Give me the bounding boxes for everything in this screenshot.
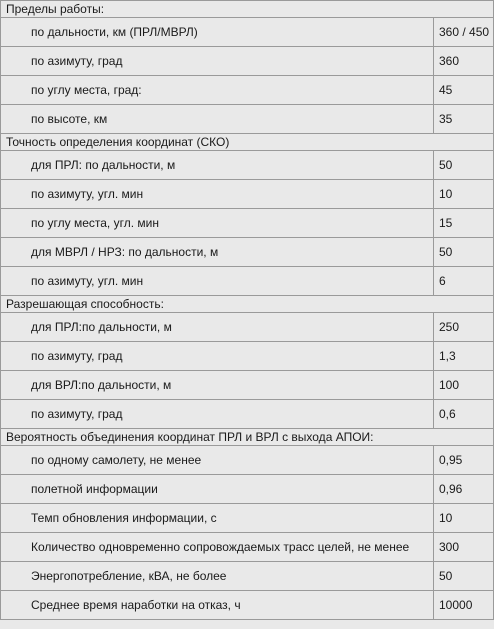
row-value: 50 bbox=[434, 151, 494, 180]
row-label: по азимуту, угл. мин bbox=[1, 180, 434, 209]
table-row bbox=[1, 591, 494, 620]
section-title: Точность определения координат (СКО) bbox=[1, 134, 494, 151]
row-value: 15 bbox=[434, 209, 494, 238]
row-value: 1,3 bbox=[434, 342, 494, 371]
row-value: 10000 bbox=[434, 591, 494, 620]
row-value: 300 bbox=[434, 533, 494, 562]
row-label: по азимуту, град bbox=[1, 47, 434, 76]
table-row bbox=[1, 267, 494, 296]
table-row bbox=[1, 446, 494, 475]
table-row bbox=[1, 342, 494, 371]
row-value: 360 bbox=[434, 47, 494, 76]
row-value: 35 bbox=[434, 105, 494, 134]
section-title: Пределы работы: bbox=[1, 1, 494, 18]
table-row bbox=[1, 151, 494, 180]
row-label: по углу места, угл. мин bbox=[1, 209, 434, 238]
table-row bbox=[1, 313, 494, 342]
table-row bbox=[1, 18, 494, 47]
section-title: Вероятность объединения координат ПРЛ и ВРЛ с выхода АПОИ: bbox=[1, 429, 494, 446]
section-header-row bbox=[1, 134, 494, 151]
table-row bbox=[1, 105, 494, 134]
row-value: 100 bbox=[434, 371, 494, 400]
row-label: по азимуту, угл. мин bbox=[1, 267, 434, 296]
row-label: полетной информации bbox=[1, 475, 434, 504]
table-row bbox=[1, 371, 494, 400]
row-value: 0,95 bbox=[434, 446, 494, 475]
row-label: по азимуту, град bbox=[1, 400, 434, 429]
row-label: для ПРЛ: по дальности, м bbox=[1, 151, 434, 180]
section-header-row bbox=[1, 1, 494, 18]
row-label: по углу места, град: bbox=[1, 76, 434, 105]
row-label: по азимуту, град bbox=[1, 342, 434, 371]
row-value: 50 bbox=[434, 238, 494, 267]
row-label: для МВРЛ / НРЗ: по дальности, м bbox=[1, 238, 434, 267]
table-row bbox=[1, 47, 494, 76]
row-label: Темп обновления информации, с bbox=[1, 504, 434, 533]
row-label: для ПРЛ:по дальности, м bbox=[1, 313, 434, 342]
table-row bbox=[1, 76, 494, 105]
section-header-row bbox=[1, 429, 494, 446]
table-row bbox=[1, 180, 494, 209]
row-value: 0,96 bbox=[434, 475, 494, 504]
table-row bbox=[1, 533, 494, 562]
section-header-row bbox=[1, 296, 494, 313]
row-value: 0,6 bbox=[434, 400, 494, 429]
section-title: Разрешающая способность: bbox=[1, 296, 494, 313]
table-row bbox=[1, 400, 494, 429]
table-row bbox=[1, 562, 494, 591]
row-value: 45 bbox=[434, 76, 494, 105]
row-value: 50 bbox=[434, 562, 494, 591]
row-label: по дальности, км (ПРЛ/МВРЛ) bbox=[1, 18, 434, 47]
row-value: 10 bbox=[434, 180, 494, 209]
table-row bbox=[1, 504, 494, 533]
row-label: Энергопотребление, кВА, не более bbox=[1, 562, 434, 591]
row-label: Количество одновременно сопровождаемых трасс целей, не менее bbox=[1, 533, 434, 562]
row-value: 250 bbox=[434, 313, 494, 342]
row-label: по высоте, км bbox=[1, 105, 434, 134]
row-value: 6 bbox=[434, 267, 494, 296]
row-label: для ВРЛ:по дальности, м bbox=[1, 371, 434, 400]
row-label: Среднее время наработки на отказ, ч bbox=[1, 591, 434, 620]
table-row bbox=[1, 209, 494, 238]
table-row bbox=[1, 475, 494, 504]
row-value: 10 bbox=[434, 504, 494, 533]
row-label: по одному самолету, не менее bbox=[1, 446, 434, 475]
table-row bbox=[1, 238, 494, 267]
row-value: 360 / 450 bbox=[434, 18, 494, 47]
